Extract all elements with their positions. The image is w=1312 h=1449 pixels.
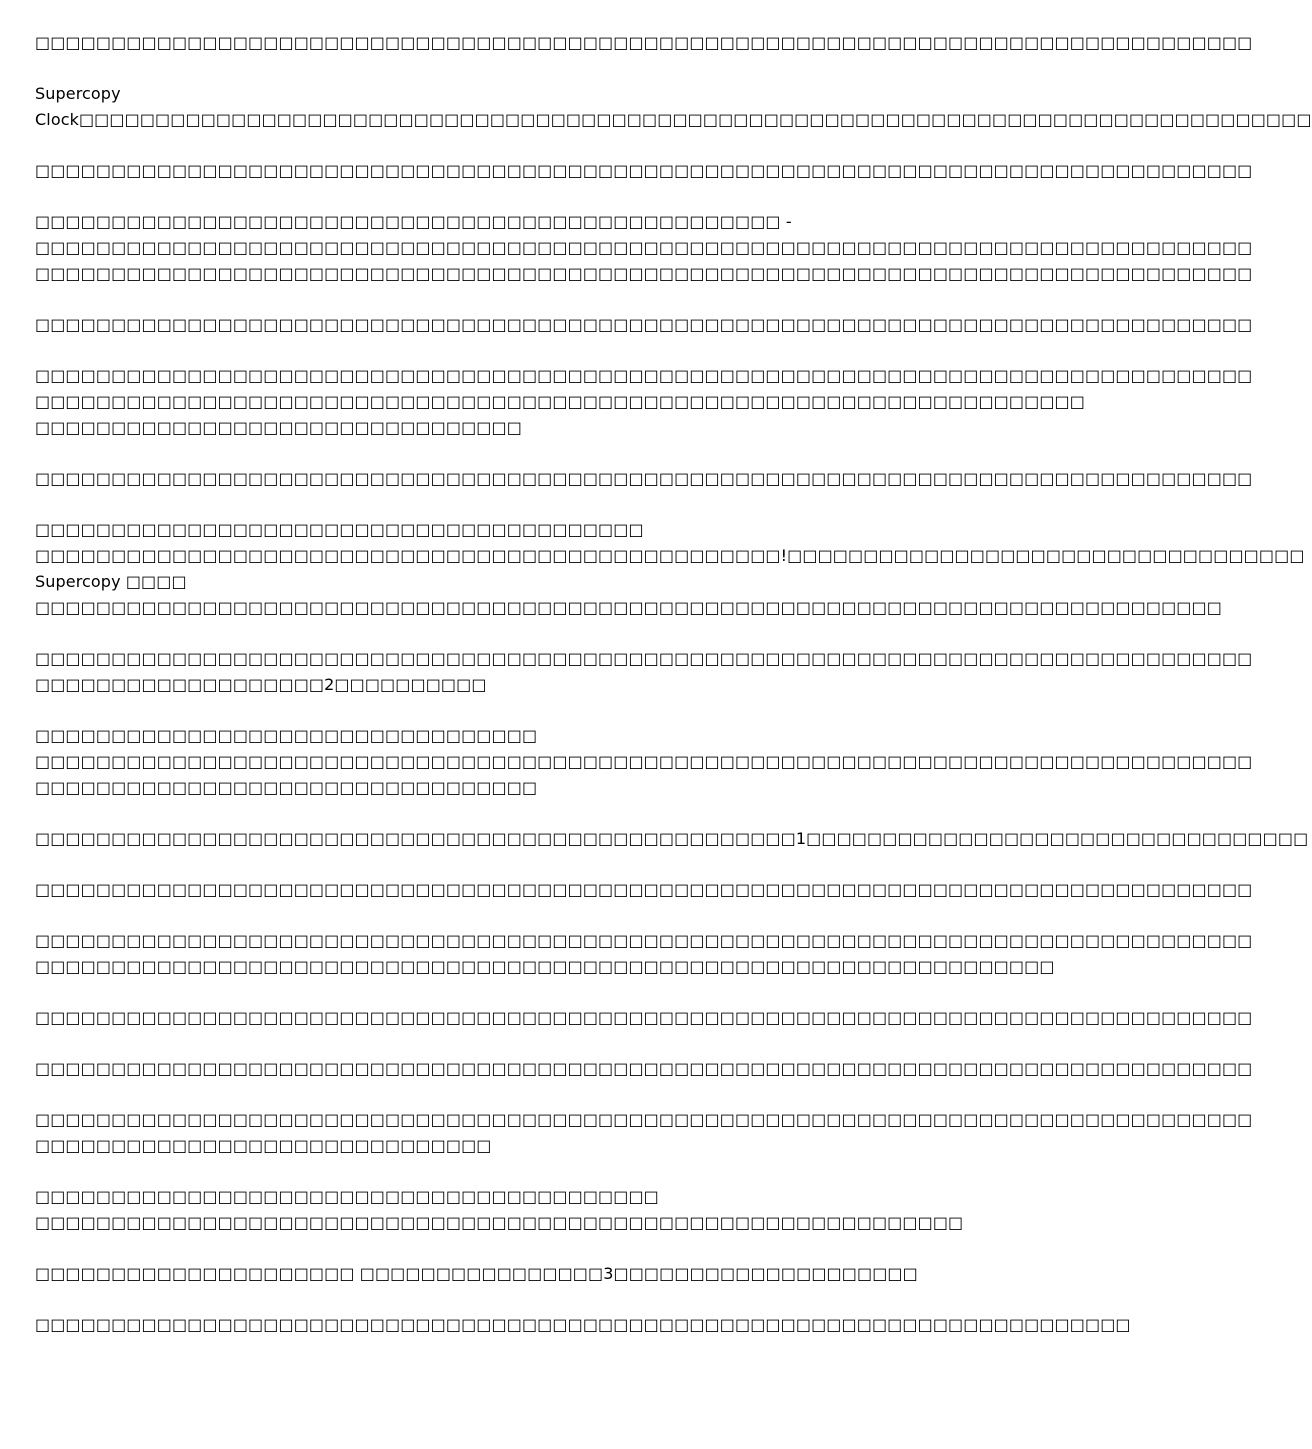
- text-line: □□□□□□□□□□□□□□□□□□□2□□□□□□□□□□: [35, 675, 487, 694]
- text-line: □□□□□□□□□□□□□□□□□□□□□□□□□□□□□□: [35, 1136, 492, 1155]
- paragraph: [35, 928, 1253, 980]
- paragraph: [35, 1312, 1131, 1338]
- text-line: □□□□□□□□□□□□□□□□□□□□□ □□□□□□□□□□□□□□□□3□□□□□□□□□□□□□□□□□□□□: [35, 1264, 918, 1283]
- paragraph: [35, 1056, 1253, 1082]
- text-line: □□□□□□□□□□□□□□□□□□□□□□□□□□□□□□□□□□□□□□□□□□□□□□□□□□□□□□□□□□□□□□□□□□□□□□□□□□□□□□□□: [35, 469, 1253, 488]
- text-line: □□□□□□□□□□□□□□□□□□□□□□□□□□□□□□□□□□□□□□□□□□□□□□□□□□□□□□□□□□□□□□□□□□□□□□□□□□□□□□□□: [35, 366, 1253, 385]
- text-line: □□□□□□□□□□□□□□□□□□□□□□□□□□□□□□□□□□□□□□□□□□□□□□□□□□□□□□□□□□□□□□□□□□□□□□□□□□□□□□□□: [35, 33, 1253, 52]
- text-line: □□□□□□□□□□□□□□□□□□□□□□□□□□□□□□□□□□□□□□□□□: [35, 1187, 659, 1206]
- text-line: □□□□□□□□□□□□□□□□□□□□□□□□□□□□□□□□□□□□□□□□□□□□□□□□□□□□□□□□□□□□□□□□□□□□□□□□□□□□□□□□: [35, 161, 1253, 180]
- text-line: □□□□□□□□□□□□□□□□□□□□□□□□□□□□□□□□□□□□□□□□□□□□□□□□□□□□□□□□□□□□□□□□□□□□□□□□□□□□□□□□: [35, 752, 1253, 771]
- paragraph: [35, 646, 1253, 698]
- text-line: □□□□□□□□□□□□□□□□□□□□□□□□□□□□□□□□□□□□□□□□□□□□□□□□□□□□□□□□□□□□□□□□□□□□□□□□□□□□□□□□: [35, 1008, 1253, 1027]
- text-line: □□□□□□□□□□□□□□□□□□□□□□□□□□□□□□□□□□□□□□□□□□□□□□□□□□□□□□□□□□□□□□□□□□□□□□□□□□□□□□□□: [35, 649, 1253, 668]
- paragraph: [35, 466, 1253, 492]
- paragraph: [35, 1261, 990, 1287]
- text-line: □□□□□□□□□□□□□□□□□□□□□□□□□□□□□□□□□□□□□□□□□□□□□□□□□□□□□□□□□□□□□□□□□□□□□: [35, 392, 1085, 411]
- text-line: □□□□□□□□□□□□□□□□□□□□□□□□□□□□□□□□□□□□□□□□□□□□□□□□□□□□□□□□□□□□□: [35, 1213, 964, 1232]
- paragraph: [35, 158, 1253, 184]
- paragraph: [35, 81, 1312, 133]
- paragraph: [35, 1005, 1253, 1031]
- text-line: □□□□□□□□□□□□□□□□□□□□□□□□□□□□□□□□: [35, 418, 522, 437]
- paragraph: [35, 517, 1305, 621]
- paragraph: [35, 826, 1309, 852]
- text-line: □□□□□□□□□□□□□□□□□□□□□□□□□□□□□□□□□□□□□□□□□□□□□□□□□□□□□□□□□□□□□□□□□□□□□□□□□□□□□□□□: [35, 315, 1253, 334]
- text-line: □□□□□□□□□□□□□□□□□□□□□□□□□□□□□□□□□: [35, 778, 538, 797]
- text-line: □□□□□□□□□□□□□□□□□□□□□□□□□□□□□□□□□□□□□□□□: [35, 520, 644, 539]
- text-line: □□□□□□□□□□□□□□□□□□□□□□□□□□□□□□□□□□□□□□□□□□□□□□□□□□□□□□□□□□□□□□□□□□□□□□□□□□□□□□□□: [35, 880, 1253, 899]
- paragraph: [35, 877, 1253, 903]
- paragraph: [35, 723, 1253, 801]
- text-line: □□□□□□□□□□□□□□□□□□□□□□□□□□□□□□□□□□□□□□□□□□□□□□□□□!□□□□□□□□□□□□□□□□□□□□□□□□□□□□□□□□□□: [35, 546, 1305, 565]
- paragraph: [35, 1107, 1253, 1159]
- paragraph: [35, 209, 1253, 287]
- text-line: □□□□□□□□□□□□□□□□□□□□□□□□□□□□□□□□□: [35, 726, 538, 745]
- text-line: □□□□□□□□□□□□□□□□□□□□□□□□□□□□□□□□□□□□□□□□□□□□□□□□□□1□□□□□□□□□□□□□□□□□□□□□□□□□□□□□□□□□: [35, 829, 1309, 848]
- text-line: □□□□□□□□□□□□□□□□□□□□□□□□□□□□□□□□□□□□□□□□□□□□□□□□□□□□□□□□□□□□□□□□□□□□□□□□: [35, 1315, 1131, 1334]
- paragraph: [35, 363, 1253, 441]
- paragraph: [35, 1184, 990, 1236]
- text-line: Supercopy: [35, 84, 121, 103]
- text-line: □□□□□□□□□□□□□□□□□□□□□□□□□□□□□□□□□□□□□□□□□□□□□□□□□□□□□□□□□□□□□□□□□□□□□□□□□□□□□□: [35, 598, 1222, 617]
- paragraph: [35, 312, 1253, 338]
- text-line: □□□□□□□□□□□□□□□□□□□□□□□□□□□□□□□□□□□□□□□□□□□□□□□□□□□□□□□□□□□□□□□□□□□□□□□□□□□□□□□□: [35, 238, 1253, 257]
- text-line: □□□□□□□□□□□□□□□□□□□□□□□□□□□□□□□□□□□□□□□□□□□□□□□□□□□□□□□□□□□□□□□□□□□□□□□□□□□□□□□□: [35, 264, 1253, 283]
- text-line: □□□□□□□□□□□□□□□□□□□□□□□□□□□□□□□□□□□□□□□□□□□□□□□□□□□□□□□□□□□□□□□□□□□: [35, 957, 1055, 976]
- text-line: □□□□□□□□□□□□□□□□□□□□□□□□□□□□□□□□□□□□□□□□□□□□□□□□□□□□□□□□□□□□□□□□□□□□□□□□□□□□□□□□: [35, 1059, 1253, 1078]
- text-line: □□□□□□□□□□□□□□□□□□□□□□□□□□□□□□□□□□□□□□□□□□□□□□□□□□□□□□□□□□□□□□□□□□□□□□□□□□□□□□□□: [35, 931, 1253, 950]
- text-line: □□□□□□□□□□□□□□□□□□□□□□□□□□□□□□□□□□□□□□□□□□□□□□□□□ -: [35, 212, 792, 231]
- paragraph: [35, 30, 1253, 56]
- text-line: □□□□□□□□□□□□□□□□□□□□□□□□□□□□□□□□□□□□□□□□□□□□□□□□□□□□□□□□□□□□□□□□□□□□□□□□□□□□□□□□: [35, 1110, 1253, 1129]
- text-line: Supercopy □□□□: [35, 572, 187, 591]
- text-line: Clock□□□□□□□□□□□□□□□□□□□□□□□□□□□□□□□□□□□□□□□□□□□□□□□□□□□□□□□□□□□□□□□□□□□□□□□□□□□□□□□□□: [35, 110, 1312, 129]
